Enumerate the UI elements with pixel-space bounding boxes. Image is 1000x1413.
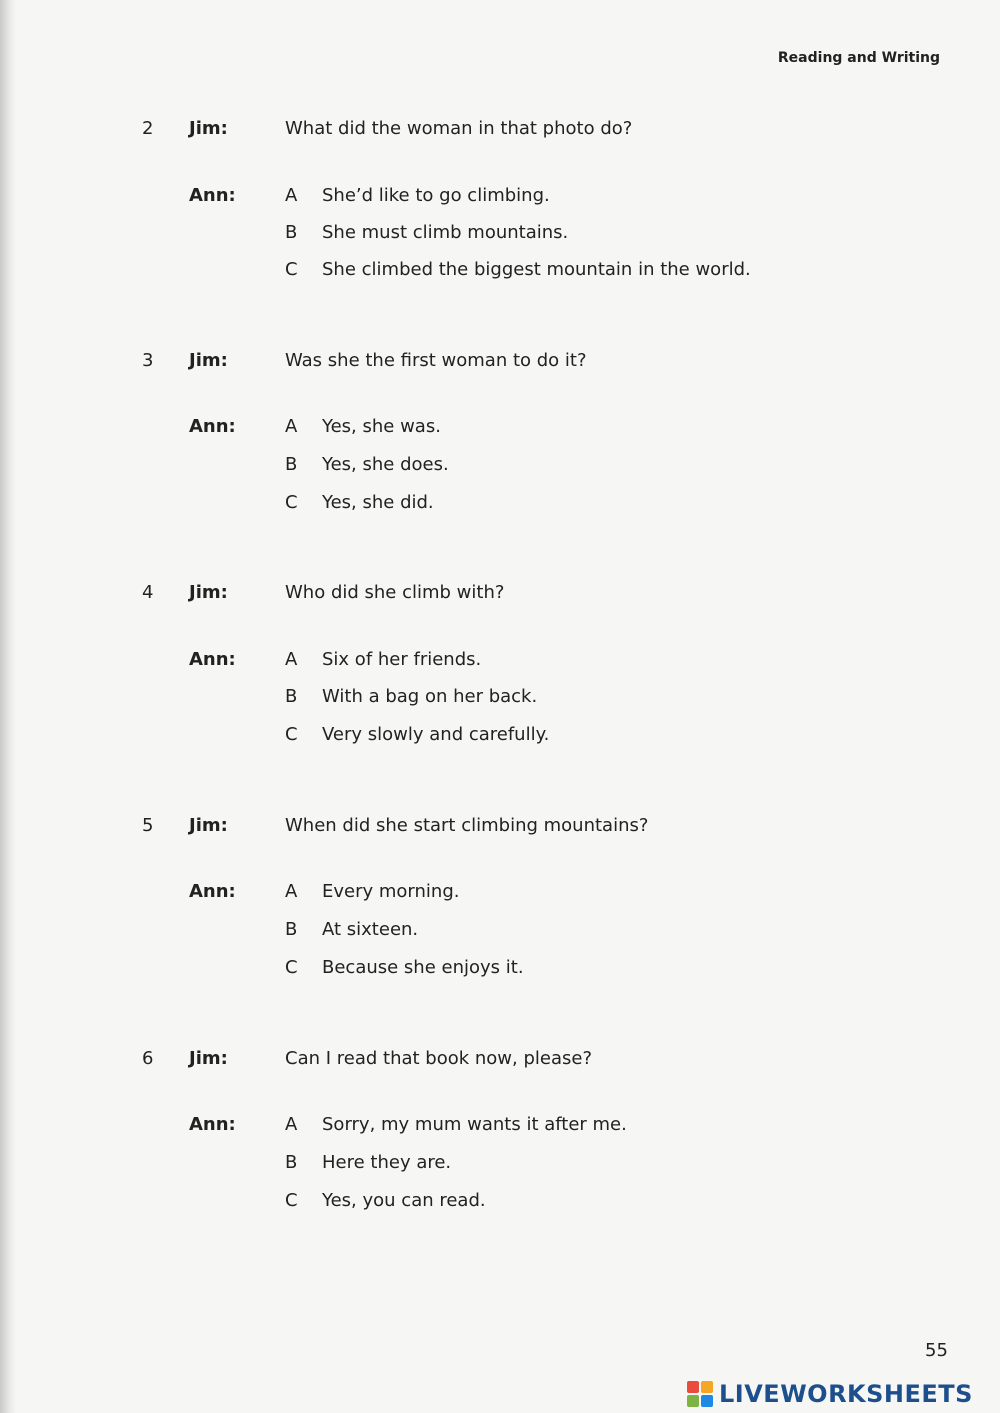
- option-letter: C: [285, 1190, 298, 1211]
- option-letter: A: [285, 881, 298, 902]
- option-letter: B: [285, 1152, 298, 1173]
- option-text: She’d like to go climbing.: [322, 185, 550, 206]
- answer-speaker: Ann:: [189, 1114, 236, 1135]
- page-edge-shadow: [0, 0, 16, 1413]
- option-text: Yes, she did.: [322, 492, 434, 513]
- option-text: At sixteen.: [322, 919, 419, 940]
- option-letter: A: [285, 1114, 298, 1135]
- answer-speaker: Ann:: [189, 416, 236, 437]
- option-text: Yes, she does.: [322, 454, 449, 475]
- question-number: 6: [142, 1048, 154, 1069]
- question-speaker: Jim:: [189, 815, 228, 836]
- section-header: Reading and Writing: [777, 50, 940, 66]
- question-text: What did the woman in that photo do?: [285, 118, 633, 139]
- page-number: 55: [925, 1340, 948, 1361]
- option-letter: A: [285, 649, 298, 670]
- question-speaker: Jim:: [189, 1048, 228, 1069]
- question-number: 4: [142, 582, 154, 603]
- liveworksheets-footer[interactable]: [687, 1378, 973, 1410]
- option-letter: A: [285, 416, 298, 437]
- question-speaker: Jim:: [189, 118, 228, 139]
- option-letter: C: [285, 724, 298, 745]
- option-text: She must climb mountains.: [322, 222, 569, 243]
- answer-speaker: Ann:: [189, 881, 236, 902]
- option-text: Sorry, my mum wants it after me.: [322, 1114, 627, 1135]
- option-letter: C: [285, 492, 298, 513]
- option-text: Here they are.: [322, 1152, 452, 1173]
- option-letter: B: [285, 222, 298, 243]
- option-text: Yes, you can read.: [322, 1190, 486, 1211]
- option-text: With a bag on her back.: [322, 686, 538, 707]
- option-letter: C: [285, 259, 298, 280]
- answer-speaker: Ann:: [189, 649, 236, 670]
- question-number: 3: [142, 350, 154, 371]
- option-text: Six of her friends.: [322, 649, 482, 670]
- option-text: Very slowly and carefully.: [322, 724, 550, 745]
- question-text: Can I read that book now, please?: [285, 1048, 593, 1069]
- question-speaker: Jim:: [189, 350, 228, 371]
- liveworksheets-logo-icon: [687, 1381, 713, 1407]
- option-letter: A: [285, 185, 298, 206]
- question-text: Who did she climb with?: [285, 582, 505, 603]
- option-text: Yes, she was.: [322, 416, 441, 437]
- question-number: 5: [142, 815, 154, 836]
- option-letter: C: [285, 957, 298, 978]
- option-text: Because she enjoys it.: [322, 957, 524, 978]
- option-letter: B: [285, 454, 298, 475]
- brand-name: LIVEWORKSHEETS: [719, 1380, 973, 1408]
- option-letter: B: [285, 686, 298, 707]
- option-text: Every morning.: [322, 881, 460, 902]
- answer-speaker: Ann:: [189, 185, 236, 206]
- question-text: Was she the first woman to do it?: [285, 350, 587, 371]
- option-text: She climbed the biggest mountain in the world.: [322, 259, 751, 280]
- option-letter: B: [285, 919, 298, 940]
- question-number: 2: [142, 118, 154, 139]
- question-text: When did she start climbing mountains?: [285, 815, 649, 836]
- question-speaker: Jim:: [189, 582, 228, 603]
